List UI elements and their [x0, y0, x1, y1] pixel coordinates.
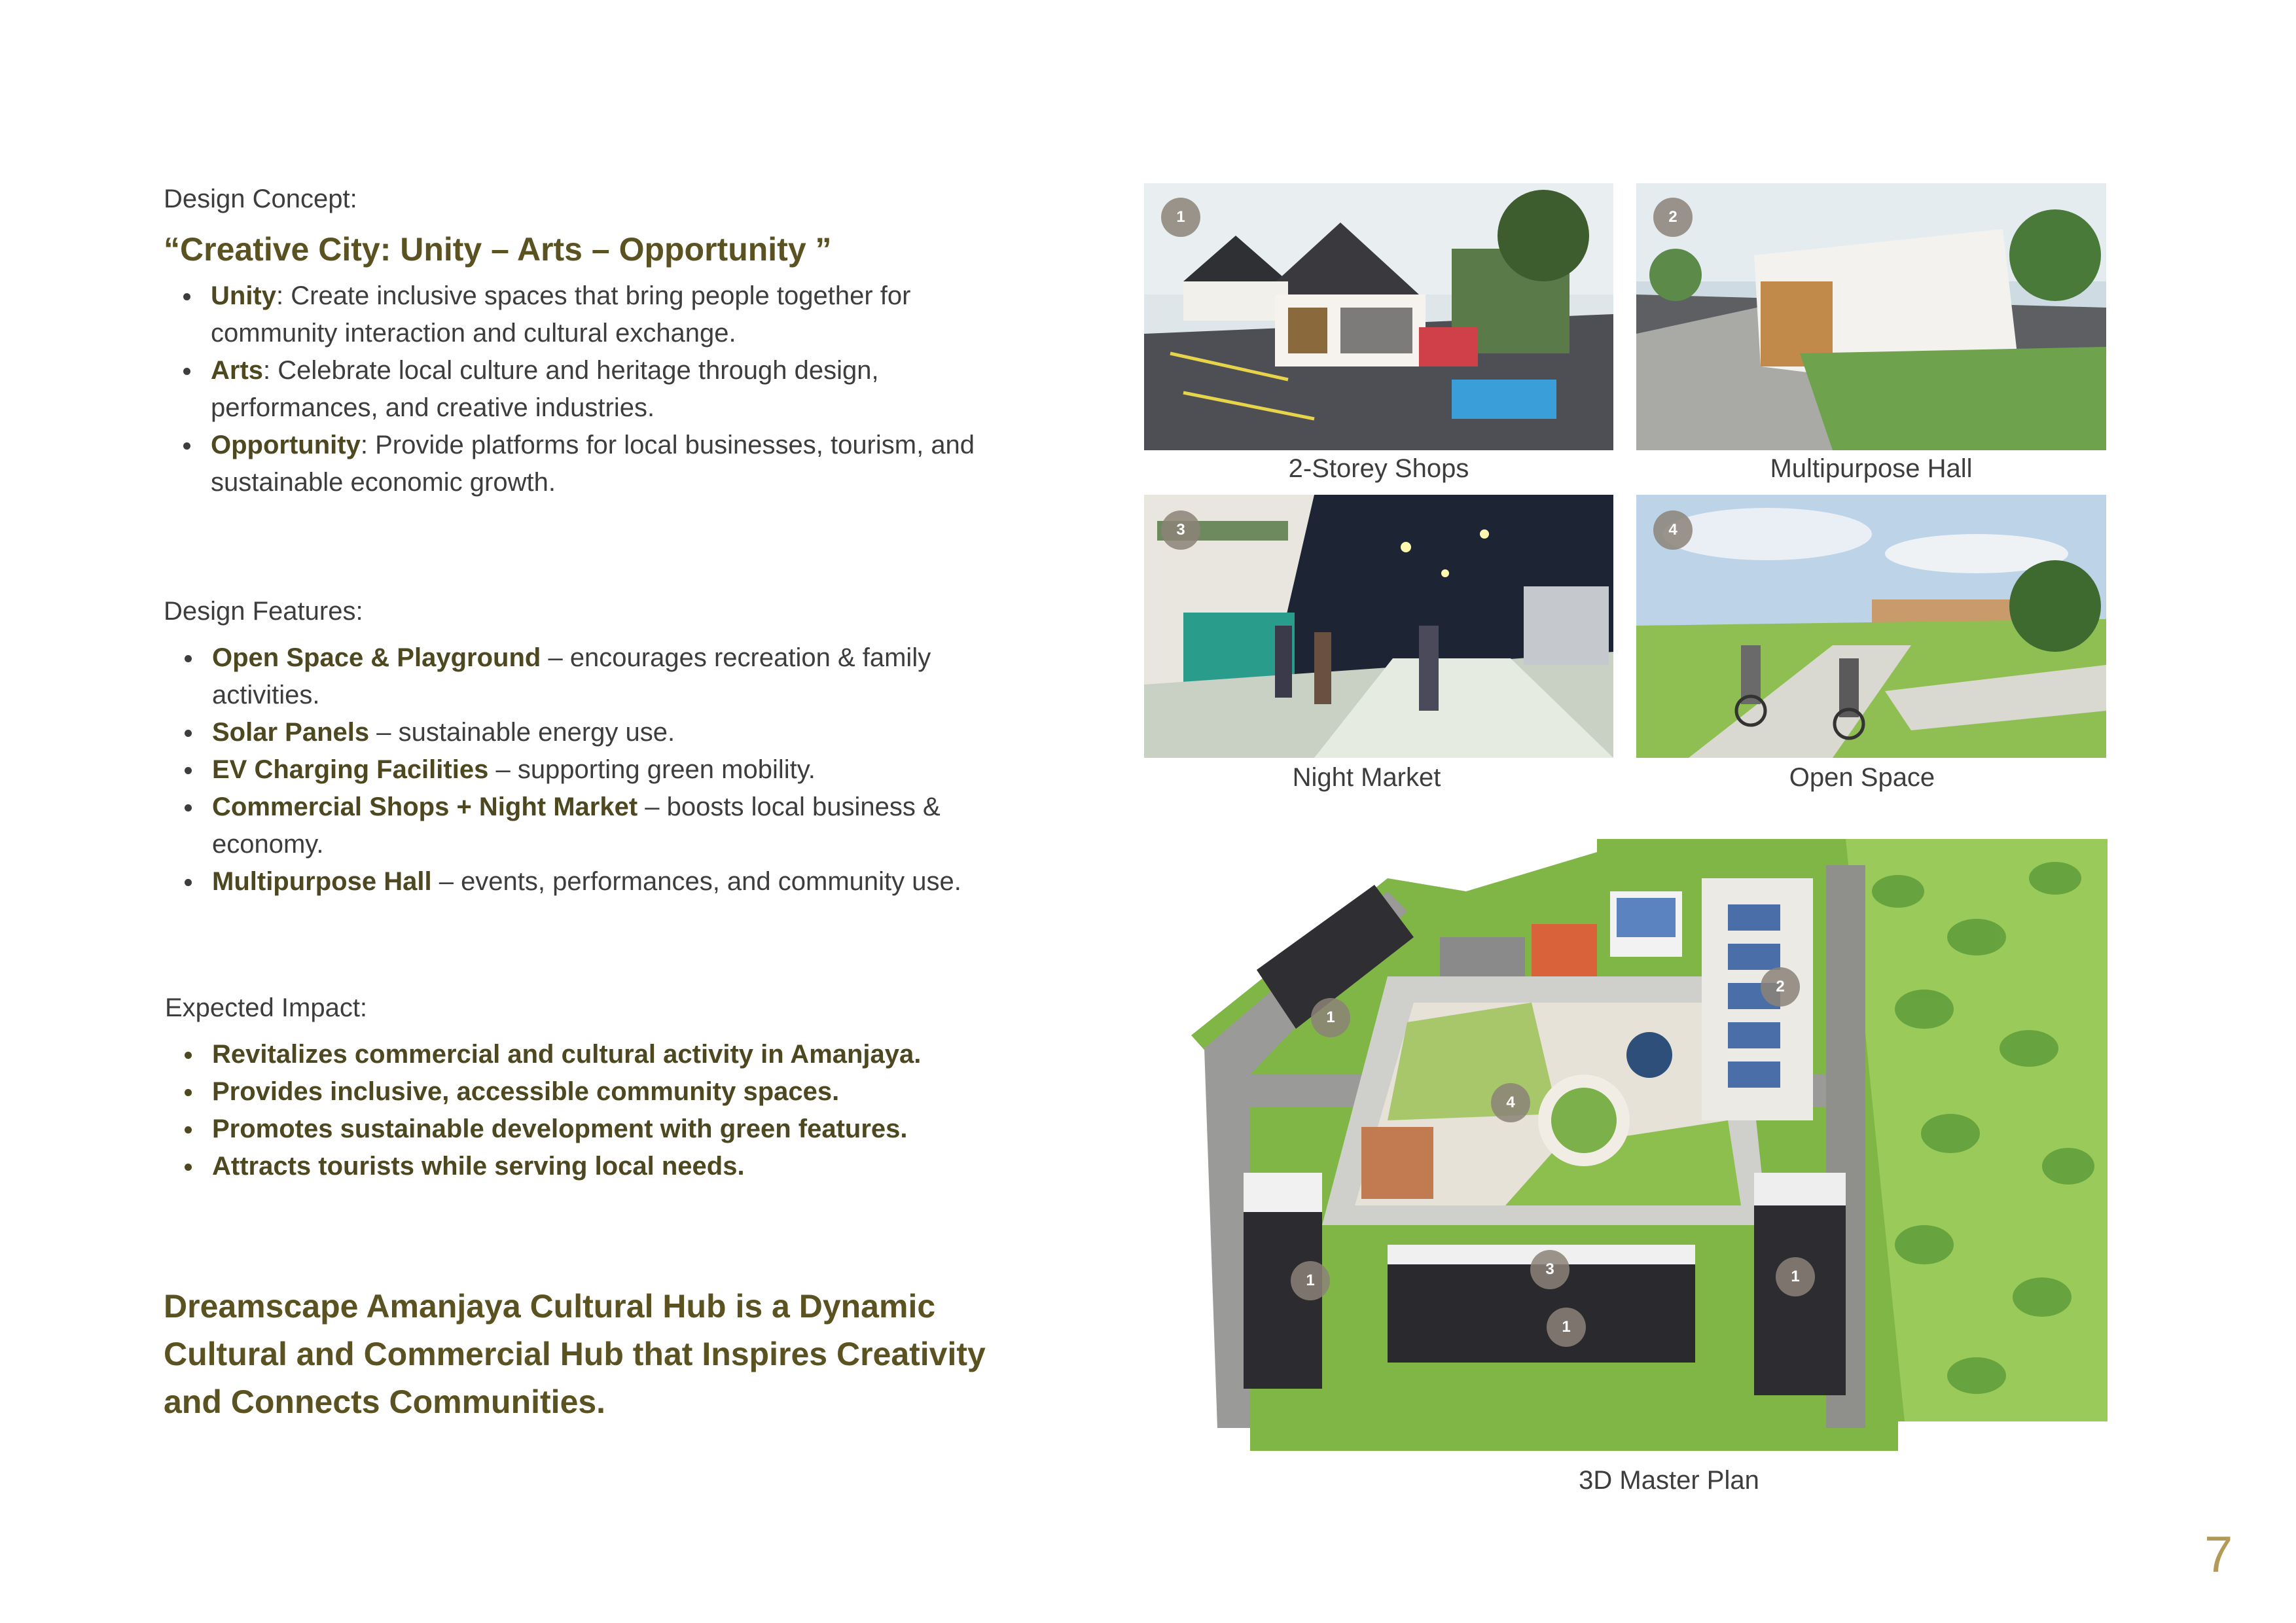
bullet-term: Unity [211, 281, 276, 310]
design-features-label: Design Features: [164, 597, 363, 626]
shops-render-image [1144, 183, 1613, 450]
master-plan-image [1191, 839, 2108, 1451]
impact-list [165, 1036, 1081, 1185]
master-plan-caption: 3D Master Plan [1579, 1466, 1759, 1495]
plan-marker: 1 [1311, 998, 1350, 1037]
night-market-render-image [1144, 495, 1613, 758]
image-number-badge: 2 [1653, 198, 1693, 237]
bullet-term: Open Space & Playground [212, 643, 541, 672]
list-item: Solar Panels – sustainable energy use. [165, 714, 1016, 751]
list-item: Promotes sustainable development with green features. [165, 1111, 1081, 1148]
bullet-term: Opportunity [211, 431, 361, 459]
image-number-badge: 1 [1161, 198, 1200, 237]
concept-list [164, 277, 1034, 501]
expected-impact-label: Expected Impact: [165, 993, 368, 1022]
list-item: Multipurpose Hall – events, performances, and community use. [165, 863, 1016, 901]
bullet-term: EV Charging Facilities [212, 755, 489, 784]
hall-caption: Multipurpose Hall [1770, 454, 1973, 483]
list-item: Open Space & Playground – encourages recreation & family activities. [165, 639, 1016, 714]
closing-statement: Dreamscape Amanjaya Cultural Hub is a Dynamic Cultural and Commercial Hub that Inspires Creativity and Connects Communities. [164, 1288, 986, 1420]
bullet-term: Arts [211, 356, 264, 385]
plan-marker: 2 [1761, 967, 1800, 1007]
list-item: EV Charging Facilities – supporting green mobility. [165, 751, 1016, 789]
concept-quote: “Creative City: Unity – Arts – Opportunity ” [164, 231, 832, 268]
design-concept-label: Design Concept: [164, 185, 357, 213]
open-space-render-image [1636, 495, 2106, 758]
open-space-caption: Open Space [1789, 763, 1935, 792]
page-number: 7 [2204, 1525, 2233, 1583]
plan-marker: 3 [1530, 1250, 1570, 1289]
list-item: Commercial Shops + Night Market – boosts local business & economy. [165, 789, 1016, 863]
night-market-caption: Night Market [1292, 763, 1441, 792]
list-item: Provides inclusive, accessible community spaces. [165, 1073, 1081, 1111]
list-item: Attracts tourists while serving local needs. [165, 1148, 1081, 1185]
image-number-badge: 4 [1653, 510, 1693, 550]
shops-caption: 2-Storey Shops [1288, 454, 1469, 483]
plan-marker: 1 [1776, 1257, 1815, 1296]
bullet-term: Commercial Shops + Night Market [212, 793, 638, 821]
list-item: Opportunity: Provide platforms for local businesses, tourism, and sustainable economic growth. [164, 427, 1034, 501]
hall-render-image [1636, 183, 2106, 450]
plan-marker: 4 [1491, 1083, 1530, 1122]
list-item: Revitalizes commercial and cultural activity in Amanjaya. [165, 1036, 1081, 1073]
plan-marker: 1 [1291, 1261, 1330, 1300]
list-item: Unity: Create inclusive spaces that bring people together for community interaction and cultural exchange. [164, 277, 1034, 352]
bullet-term: Multipurpose Hall [212, 867, 432, 896]
plan-marker: 1 [1547, 1308, 1586, 1347]
image-number-badge: 3 [1161, 510, 1200, 550]
list-item: Arts: Celebrate local culture and heritage through design, performances, and creative industries. [164, 352, 1034, 427]
bullet-term: Solar Panels [212, 718, 370, 747]
features-list [165, 639, 1016, 901]
